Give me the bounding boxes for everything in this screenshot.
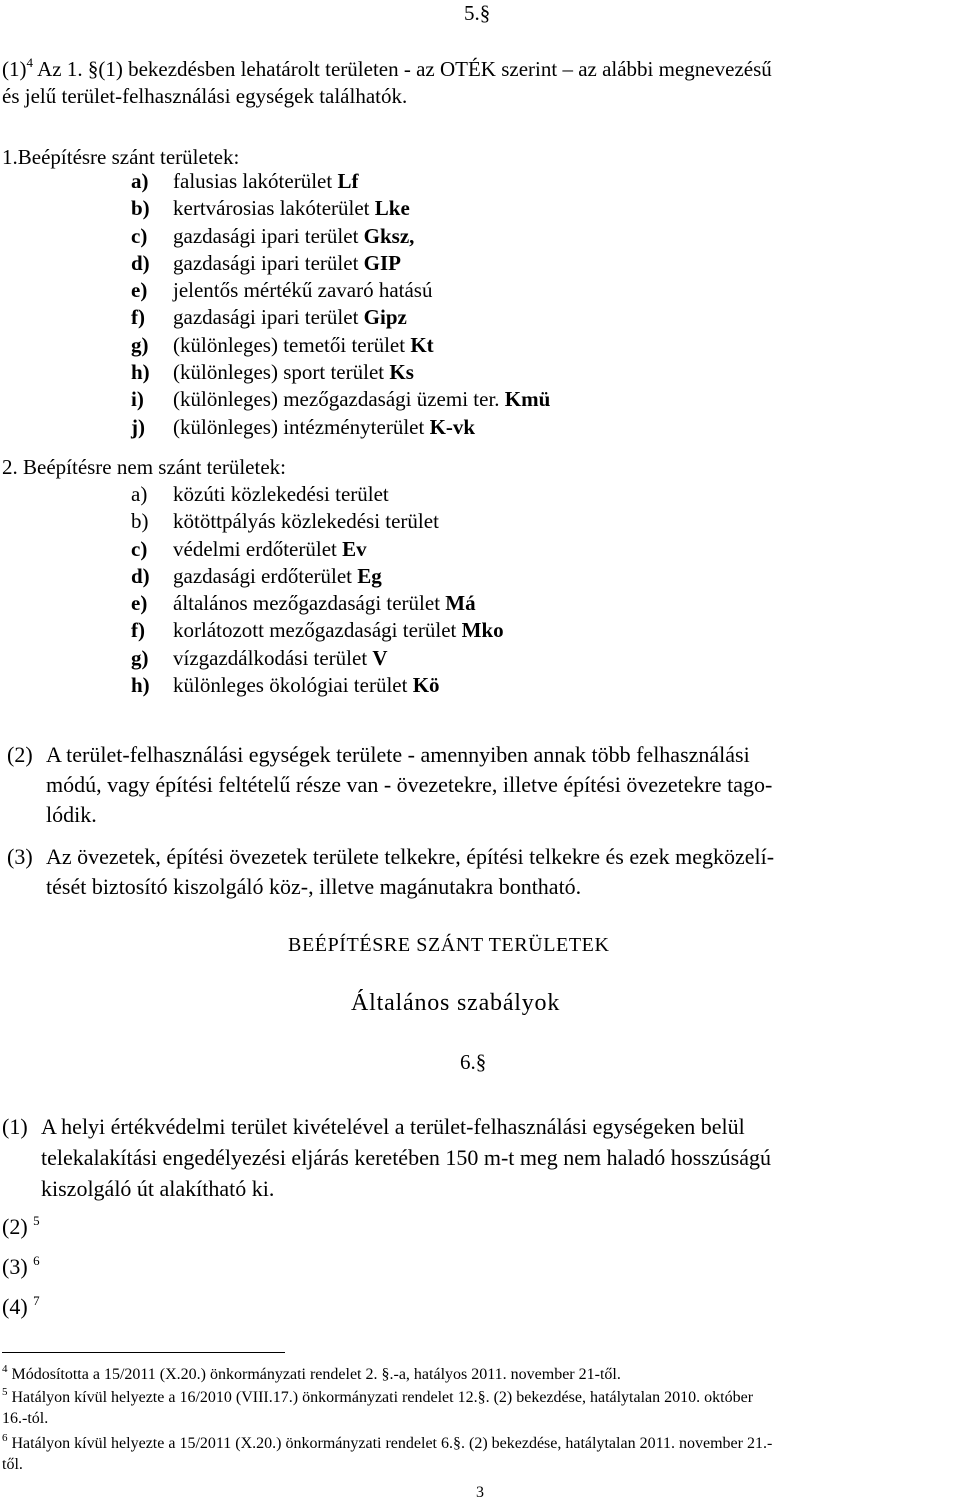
s6-paragraph-3: (3) $^6$ (2, 1253, 40, 1279)
footnote-4: $^4$ Módosította a 15/2011 (X.20.) önkormányzati rendelet 2. §.-a, hatályos 2011. november 21-től. (2, 1363, 621, 1383)
list-item-code: V (372, 645, 388, 670)
list-item-text: jelentős mértékű zavaró hatású (173, 278, 433, 303)
list-item (131, 672, 504, 699)
list-item (131, 508, 504, 535)
s6-paragraph-1-line-2: telekalakítási engedélyezési eljárás keretében 150 m-t meg nem haladó hosszúságú (41, 1145, 771, 1170)
paragraph-3-line-1: Az övezetek, építési övezetek területe telkekre, építési telkekre és ezek megközelí- (46, 844, 775, 869)
part-title: BEÉPÍTÉSRE SZÁNT TERÜLETEK (288, 934, 610, 956)
group-2-list (131, 481, 504, 699)
footnote-ref-4[interactable]: 4 (26, 55, 33, 70)
list-item-text: (különleges) mezőgazdasági üzemi ter. (173, 387, 505, 412)
group-1-title: 1.Beépítésre szánt területek: (2, 145, 240, 169)
list-item-text: gazdasági ipari terület (173, 223, 364, 248)
list-item-text: vízgazdálkodási terület (173, 645, 373, 670)
list-item-text: korlátozott mezőgazdasági terület (173, 618, 462, 643)
list-item (131, 168, 550, 195)
footnote-separator (2, 1352, 285, 1353)
s6-paragraph-1-line-3: kiszolgáló út alakítható ki. (41, 1176, 275, 1201)
paragraph-3-number: (3) (7, 844, 33, 869)
s6-paragraph-4: (4) $^7$ (2, 1293, 40, 1319)
section-6-heading: 6.§ (460, 1050, 487, 1074)
list-item-text: védelmi erdőterület (173, 536, 343, 561)
page-number: 3 (476, 1484, 484, 1501)
list-item-label: c) (131, 536, 148, 561)
list-item-text: gazdasági ipari terület (173, 250, 364, 275)
group-1-list (131, 168, 550, 441)
list-item-label: d) (131, 563, 150, 588)
list-item-label: g) (131, 645, 149, 670)
list-item (131, 195, 550, 222)
paragraph-2-line-2: módú, vagy építési feltételű része van - övezetekre, illetve építési övezetekre tago- (46, 772, 773, 797)
list-item-label: j) (131, 414, 145, 439)
list-item-code: Gipz (363, 305, 407, 330)
group-2-title: 2. Beépítésre nem szánt területek: (2, 455, 286, 479)
list-item-code: Gksz, (363, 223, 415, 248)
list-item-label: g) (131, 332, 149, 357)
list-item-label: h) (131, 673, 150, 698)
list-item-label: e) (131, 278, 148, 303)
list-item-text: kötöttpályás közlekedési terület (173, 509, 439, 534)
list-item-text: (különleges) intézményterület (173, 414, 430, 439)
list-item (131, 386, 550, 413)
list-item-code: Kö (412, 673, 440, 698)
list-item-text: közúti közlekedési terület (173, 482, 389, 506)
list-item (131, 617, 504, 644)
list-item-label: i) (131, 387, 144, 412)
paragraph-3-line-2: tését biztosító kiszolgáló köz-, illetve magánutakra bontható. (46, 874, 582, 899)
s6-paragraph-1-number: (1) (2, 1114, 28, 1139)
footnote-ref-5[interactable]: 5 (33, 1213, 40, 1228)
list-item-label: b) (131, 509, 149, 534)
chapter-title: Általános szabályok (351, 990, 561, 1016)
paragraph-2-line-1: A terület-felhasználási egységek területe - amennyiben annak több felhasználási (46, 742, 750, 767)
footnote-6-cont: től. (2, 1456, 23, 1473)
list-item-code: K-vk (429, 414, 476, 439)
paragraph-1-line-2: és jelű terület-felhasználási egységek találhatók. (2, 84, 408, 108)
list-item-text: gazdasági erdőterület (173, 563, 358, 588)
list-item (131, 590, 504, 617)
paragraph-number: (1) (2, 57, 27, 81)
s6-paragraph-1-line-1: A helyi értékvédelmi terület kivételével a terület-felhasználási egységeken belül (41, 1114, 745, 1139)
footnote-ref-6[interactable]: 6 (33, 1253, 40, 1268)
list-item (131, 332, 550, 359)
footnote-5: $^5$ Hatályon kívül helyezte a 16/2010 (VIII.17.) önkormányzati rendelet 12.§. (2) bekezdése, hatálytalan 2010. október (2, 1386, 754, 1406)
list-item-label: b) (131, 196, 150, 221)
list-item-text: gazdasági ipari terület (173, 305, 364, 330)
list-item-code: Má (445, 591, 476, 616)
list-item (131, 645, 504, 672)
paragraph-1-line-1 (2, 56, 772, 85)
list-item-text: általános mezőgazdasági terület (173, 591, 446, 616)
list-item (131, 414, 550, 441)
list-item-text: falusias lakóterület (173, 169, 338, 193)
footnote-ref-7[interactable]: 7 (33, 1293, 40, 1308)
section-5-heading: 5.§ (464, 1, 491, 25)
list-item-code: Lke (374, 196, 410, 221)
list-item-code: Ks (389, 360, 414, 385)
list-item-code: Ev (342, 536, 367, 561)
list-item-label: d) (131, 250, 150, 275)
list-item-text: kertvárosias lakóterület (173, 196, 375, 221)
list-item-code: Eg (357, 563, 382, 588)
paragraph-2-number: (2) (7, 742, 33, 767)
list-item-label: f) (131, 618, 145, 643)
list-item-code: Kmü (504, 387, 551, 412)
list-item (131, 304, 550, 331)
list-item-label: c) (131, 223, 148, 248)
list-item-code: GIP (363, 250, 402, 275)
list-item (131, 481, 504, 508)
footnote-6: $^6$ Hatályon kívül helyezte a 15/2011 (X.20.) önkormányzati rendelet 6.§. (2) bekezdése, hatálytalan 2011. november 21.- (2, 1432, 773, 1452)
list-item (131, 359, 550, 386)
list-item-text: (különleges) temetői terület (173, 332, 411, 357)
list-item (131, 277, 550, 304)
footnote-5-cont: 16.-tól. (2, 1410, 49, 1427)
list-item-label: a) (131, 482, 148, 506)
list-item-label: a) (131, 169, 149, 193)
paragraph-2-line-3: lódik. (46, 802, 97, 827)
list-item (131, 536, 504, 563)
list-item-label: e) (131, 591, 148, 616)
list-item (131, 250, 550, 277)
s6-paragraph-2: (2) $^5$ (2, 1213, 40, 1239)
list-item-code: Lf (337, 169, 359, 193)
list-item (131, 223, 550, 250)
list-item-label: h) (131, 360, 150, 385)
list-item-label: f) (131, 305, 145, 330)
list-item-code: Mko (461, 618, 504, 643)
paragraph-text: Az 1. §(1) bekezdésben lehatárolt területen - az OTÉK szerint – az alábbi megnevezésű (37, 57, 772, 81)
list-item-text: (különleges) sport terület (173, 360, 390, 385)
list-item (131, 563, 504, 590)
list-item-text: különleges ökológiai terület (173, 673, 413, 698)
list-item-code: Kt (410, 332, 434, 357)
